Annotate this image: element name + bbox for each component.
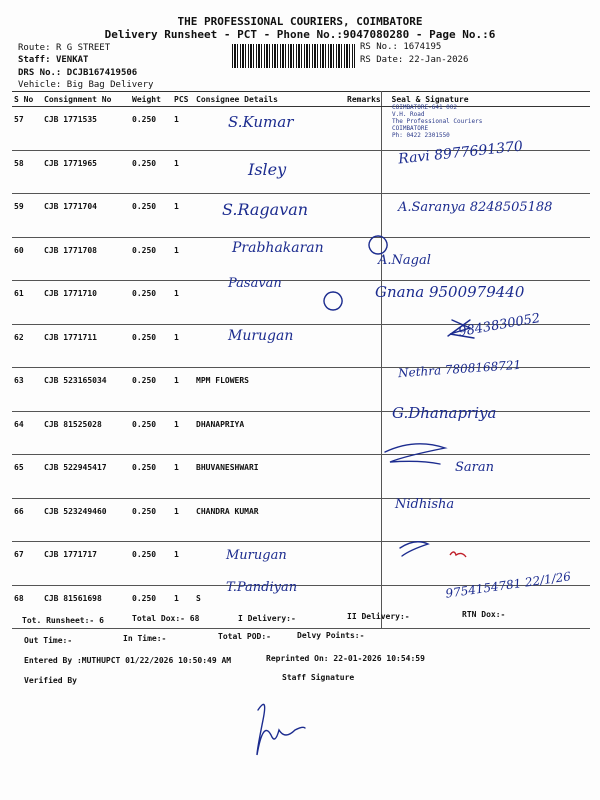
total-dox: Total Dox:- 68 <box>132 614 200 623</box>
handwritten-consignee-58: Isley <box>248 160 287 179</box>
rs-no-value: 1674195 <box>403 42 442 52</box>
in-time: In Time:- <box>123 634 167 643</box>
signature-circle-60 <box>369 236 387 254</box>
row-weight: 0.250 <box>130 368 172 412</box>
row-pcs: 1 <box>172 411 194 455</box>
row-weight: 0.250 <box>130 107 172 151</box>
row-sno: 63 <box>12 368 42 412</box>
handwritten-consignee-62: Murugan <box>228 328 294 344</box>
handwritten-signature-58: Ravi 8977691370 <box>397 138 524 168</box>
row-consignee: MPM FLOWERS <box>194 368 345 412</box>
row-pcs: 1 <box>172 194 194 238</box>
handwritten-signature-65: Saran <box>455 460 494 475</box>
entered-by: Entered By :MUTHUPCT 01/22/2026 10:50:49 AM <box>24 656 232 665</box>
row-pcs: 1 <box>172 498 194 542</box>
row-consignment: CJB 522945417 <box>42 455 130 499</box>
row-weight: 0.250 <box>130 237 172 281</box>
route-label: Route: <box>18 43 51 53</box>
drs-value: DCJB167419506 <box>66 68 138 78</box>
row-consignment: CJB 1771711 <box>42 324 130 368</box>
row-weight: 0.250 <box>130 281 172 325</box>
courier-stamp: COIMBATORE-641 002 V.H. Road The Professional Couriers COIMBATORE Ph: 0422 2301550 <box>392 104 483 139</box>
handwritten-signature-62: 9843830052 <box>457 310 542 341</box>
row-pcs: 1 <box>172 455 194 499</box>
rs-no-label: RS No.: <box>360 42 398 52</box>
row-sno: 58 <box>12 150 42 194</box>
col-weight: Weight <box>130 92 172 107</box>
row-weight: 0.250 <box>130 194 172 238</box>
handwritten-signature-66: Nidhisha <box>395 497 455 512</box>
handwritten-signature-68: 9754154781 22/1/26 <box>444 569 572 601</box>
row-pcs: 1 <box>172 237 194 281</box>
row-sno: 57 <box>12 107 42 151</box>
reprinted-on: Reprinted On: 22-01-2026 10:54:59 <box>266 654 425 663</box>
rs-date-value: 22-Jan-2026 <box>408 55 469 65</box>
row-consignment: CJB 523165034 <box>42 368 130 412</box>
row-sno: 62 <box>12 324 42 368</box>
row-weight: 0.250 <box>130 411 172 455</box>
row-pcs: 1 <box>172 368 194 412</box>
row-weight: 0.250 <box>130 324 172 368</box>
verified-by: Verified By <box>24 676 77 685</box>
col-sno: S No <box>12 92 42 107</box>
col-consignment: Consignment No <box>42 92 130 107</box>
staff-signature-label: Staff Signature <box>282 673 355 682</box>
i-delivery: I Delivery:- <box>238 614 296 623</box>
col-consignee: Consignee Details <box>194 92 345 107</box>
rs-date-label: RS Date: <box>360 55 404 65</box>
row-weight: 0.250 <box>130 455 172 499</box>
row-consignment: CJB 81561698 <box>42 585 130 629</box>
row-consignment: CJB 1771535 <box>42 107 130 151</box>
row-sno: 60 <box>12 237 42 281</box>
company-title: THE PROFESSIONAL COURIERS, COIMBATORE <box>177 15 423 28</box>
handwritten-signature-59: A.Saranya 8248505188 <box>398 200 553 215</box>
ii-delivery: II Delivery:- <box>347 612 410 621</box>
col-seal-signature: Seal & Signature <box>381 92 590 107</box>
row-weight: 0.250 <box>130 498 172 542</box>
row-pcs: 1 <box>172 585 194 629</box>
red-mark-67 <box>450 552 466 557</box>
handwritten-signature-61: Gnana 9500979440 <box>375 283 525 301</box>
out-time: Out Time:- <box>24 636 73 645</box>
vehicle-label: Vehicle: <box>18 80 62 90</box>
total-pod: Total POD:- <box>218 632 271 641</box>
runsheet-subtitle: Delivery Runsheet - PCT - Phone No.:9047080280 - Page No.:6 <box>104 28 496 41</box>
rtn-dox: RTN Dox:- <box>462 610 506 619</box>
handwritten-signature-63: Nethra 7808168721 <box>397 357 522 381</box>
row-consignee: S <box>194 585 345 629</box>
handwritten-consignee-60: Prabhakaran <box>232 240 324 256</box>
row-consignment: CJB 523249460 <box>42 498 130 542</box>
signature-mark-62 <box>448 320 474 338</box>
staff-label: Staff: <box>18 55 51 65</box>
row-sno: 59 <box>12 194 42 238</box>
vehicle-value: Big Bag Delivery <box>66 80 154 90</box>
row-sno: 68 <box>12 585 42 629</box>
row-sno: 65 <box>12 455 42 499</box>
row-consignee: BHUVANESHWARI <box>194 455 345 499</box>
row-sno: 61 <box>12 281 42 325</box>
signature-circle-61 <box>324 292 342 310</box>
row-consignment: CJB 1771704 <box>42 194 130 238</box>
row-pcs: 1 <box>172 107 194 151</box>
handwritten-signature-64: G.Dhanapriya <box>392 404 497 422</box>
row-sno: 64 <box>12 411 42 455</box>
row-sno: 67 <box>12 542 42 586</box>
handwritten-consignee-59: S.Ragavan <box>222 200 309 219</box>
signature-mark-65 <box>385 444 445 464</box>
row-sno: 66 <box>12 498 42 542</box>
drs-label: DRS No.: <box>18 68 62 78</box>
row-weight: 0.250 <box>130 585 172 629</box>
handwritten-consignee-57: S.Kumar <box>228 113 294 131</box>
tot-runsheet: Tot. Runsheet:- 6 <box>22 616 104 625</box>
row-consignment: CJB 1771717 <box>42 542 130 586</box>
signature-mark-67 <box>400 542 428 556</box>
row-weight: 0.250 <box>130 150 172 194</box>
staff-signature-mark <box>257 704 305 755</box>
route-value: R G STREET <box>55 43 111 53</box>
row-pcs: 1 <box>172 542 194 586</box>
handwritten-consignee-68: T.Pandiyan <box>226 580 298 595</box>
row-consignment: CJB 1771965 <box>42 150 130 194</box>
delvy-points: Delvy Points:- <box>297 631 365 640</box>
row-consignee: CHANDRA KUMAR <box>194 498 345 542</box>
handwritten-consignee-67: Murugan <box>226 548 287 563</box>
col-remarks: Remarks <box>345 92 381 107</box>
row-pcs: 1 <box>172 150 194 194</box>
handwritten-signature-60: A.Nagal <box>378 253 431 268</box>
row-consignment: CJB 1771710 <box>42 281 130 325</box>
row-weight: 0.250 <box>130 542 172 586</box>
row-consignee: DHANAPRIYA <box>194 411 345 455</box>
row-pcs: 1 <box>172 281 194 325</box>
row-consignment: CJB 81525028 <box>42 411 130 455</box>
row-consignment: CJB 1771708 <box>42 237 130 281</box>
row-pcs: 1 <box>172 324 194 368</box>
handwritten-consignee-61: Pasavan <box>228 276 282 291</box>
col-pcs: PCS <box>172 92 194 107</box>
staff-value: VENKAT <box>55 55 89 65</box>
